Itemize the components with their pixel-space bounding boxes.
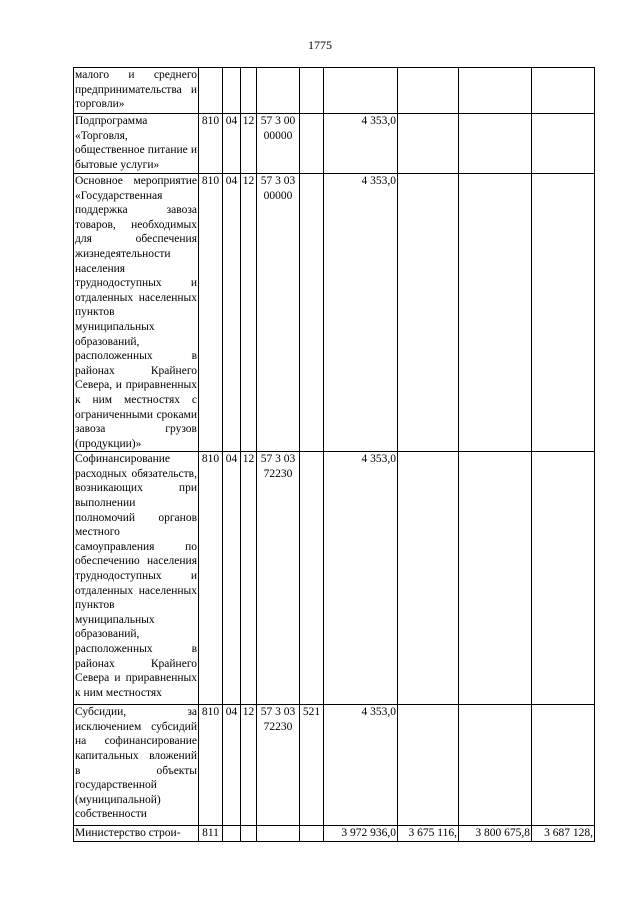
amount-cell <box>398 68 459 114</box>
section-code <box>223 68 241 114</box>
amount-cell <box>459 114 532 174</box>
amount-cell: 3 972 936,0 <box>324 826 398 842</box>
section-code: 04 <box>223 705 241 826</box>
expense-type-code <box>300 68 324 114</box>
amount-cell: 3 800 675,8 <box>459 826 532 842</box>
target-code: 57 3 03 00000 <box>257 174 300 452</box>
amount-cell <box>532 452 595 705</box>
amount-cell <box>459 705 532 826</box>
subsection-code <box>241 826 257 842</box>
expense-type-code <box>300 114 324 174</box>
ministry-code: 810 <box>199 174 223 452</box>
row-name: Основное мероприятие «Государственная поддержка завоза товаров, необходимых для обеспечения жизнедеятельности населения труднодоступных и отдаленных населенных пунктов муниципальных образований, расположенных в районах Крайнего Севера, и приравненных к ним местностях с ограниченными сроками завоза грузов (продукции)» <box>74 174 199 452</box>
ministry-code: 811 <box>199 826 223 842</box>
target-code <box>257 826 300 842</box>
amount-cell <box>398 705 459 826</box>
section-code: 04 <box>223 114 241 174</box>
page-number: 1775 <box>308 38 332 52</box>
section-code <box>223 826 241 842</box>
row-name: малого и среднего предпринимательства и торговли» <box>74 68 199 114</box>
table-row <box>74 452 595 705</box>
subsection-code <box>241 68 257 114</box>
amount-cell: 4 353,0 <box>324 452 398 705</box>
amount-cell <box>459 452 532 705</box>
budget-table <box>73 67 595 842</box>
amount-cell: 3 675 116, <box>398 826 459 842</box>
target-code: 57 3 00 00000 <box>257 114 300 174</box>
subsection-code: 12 <box>241 705 257 826</box>
amount-cell <box>532 114 595 174</box>
ministry-code: 810 <box>199 452 223 705</box>
amount-cell <box>532 705 595 826</box>
amount-cell <box>398 174 459 452</box>
table-row <box>74 174 595 452</box>
amount-cell <box>459 174 532 452</box>
amount-cell: 4 353,0 <box>324 114 398 174</box>
table-row <box>74 705 595 826</box>
subsection-code: 12 <box>241 452 257 705</box>
row-name: Софинансирование расходных обязательств, возникающих при выполнении полномочий органов местного самоуправления по обеспечению населения труднодоступных и отдаленных населенных пунктов муниципальных образований, расположенных в районах Крайнего Севера и приравненных к ним местностях <box>74 452 199 705</box>
row-name: Подпрограмма «Торговля, общественное питание и бытовые услуги» <box>74 114 199 174</box>
target-code <box>257 68 300 114</box>
ministry-code: 810 <box>199 705 223 826</box>
table-row <box>74 114 595 174</box>
expense-type-code <box>300 452 324 705</box>
ministry-code: 810 <box>199 114 223 174</box>
expense-type-code: 521 <box>300 705 324 826</box>
amount-cell <box>398 452 459 705</box>
amount-cell <box>398 114 459 174</box>
amount-cell: 4 353,0 <box>324 705 398 826</box>
row-name: Субсидии, за исключением субсидий на софинансирование капитальных вложений в объекты государственной (муниципальной) собственности <box>74 705 199 826</box>
amount-cell: 3 687 128, <box>532 826 595 842</box>
amount-cell <box>532 174 595 452</box>
row-name: Министерство строи- <box>74 826 199 842</box>
table-row <box>74 826 595 842</box>
expense-type-code <box>300 826 324 842</box>
amount-cell <box>459 68 532 114</box>
subsection-code: 12 <box>241 114 257 174</box>
section-code: 04 <box>223 452 241 705</box>
ministry-code <box>199 68 223 114</box>
amount-cell: 4 353,0 <box>324 174 398 452</box>
target-code: 57 3 03 72230 <box>257 705 300 826</box>
subsection-code: 12 <box>241 174 257 452</box>
amount-cell <box>324 68 398 114</box>
section-code: 04 <box>223 174 241 452</box>
table-row <box>74 68 595 114</box>
amount-cell <box>532 68 595 114</box>
expense-type-code <box>300 174 324 452</box>
target-code: 57 3 03 72230 <box>257 452 300 705</box>
